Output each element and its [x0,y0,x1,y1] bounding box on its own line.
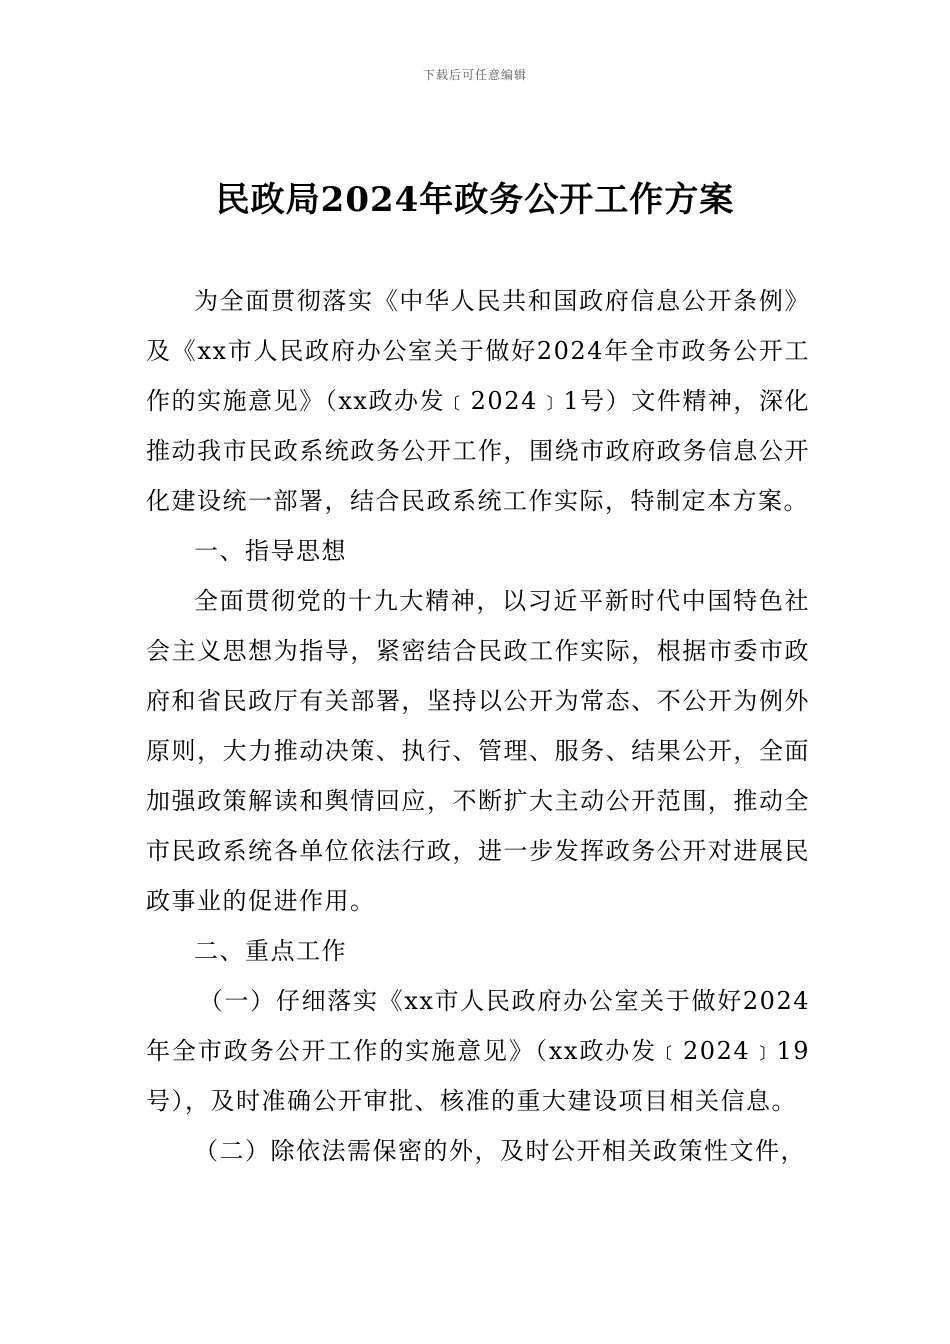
header-note: 下载后可任意编辑 [422,68,527,82]
guiding-ideology-paragraph: 全面贯彻党的十九大精神，以习近平新时代中国特色社会主义思想为指导，紧密结合民政工作实际，根据市委市政府和省民政厅有关部署，坚持以公开为常态、不公开为例外原则，大力推动决策、执行、管理、服务、结果公开，全面加强政策解读和舆情回应，不断扩大主动公开范围，推动全市民政系统各单位依法行政，进一步发挥政务公开对进展民政事业的促进作用。 [146,587,810,915]
section-heading-key-work: 二、重点工作 [194,937,347,965]
key-work-item-2: （二）除依法需保密的外，及时公开相关政策性文件， [194,1137,806,1165]
document-body [146,276,810,1176]
section-heading-guiding-ideology: 一、指导思想 [194,537,347,565]
document-title: 民政局2024年政务公开工作方案 [215,180,735,220]
key-work-item-1: （一）仔细落实《xx市人民政府办公室关于做好2024年全市政务公开工作的实施意见》（xx政办发﹝2024﹞19号），及时准确公开审批、核准的重大建设项目相关信息。 [146,987,810,1115]
intro-paragraph: 为全面贯彻落实《中华人民共和国政府信息公开条例》及《xx市人民政府办公室关于做好2024年全市政务公开工作的实施意见》（xx政办发﹝2024﹞1号）文件精神，深化推动我市民政系统政务公开工作，围绕市政府政务信息公开化建设统一部署，结合民政系统工作实际，特制定本方案。 [146,287,810,515]
